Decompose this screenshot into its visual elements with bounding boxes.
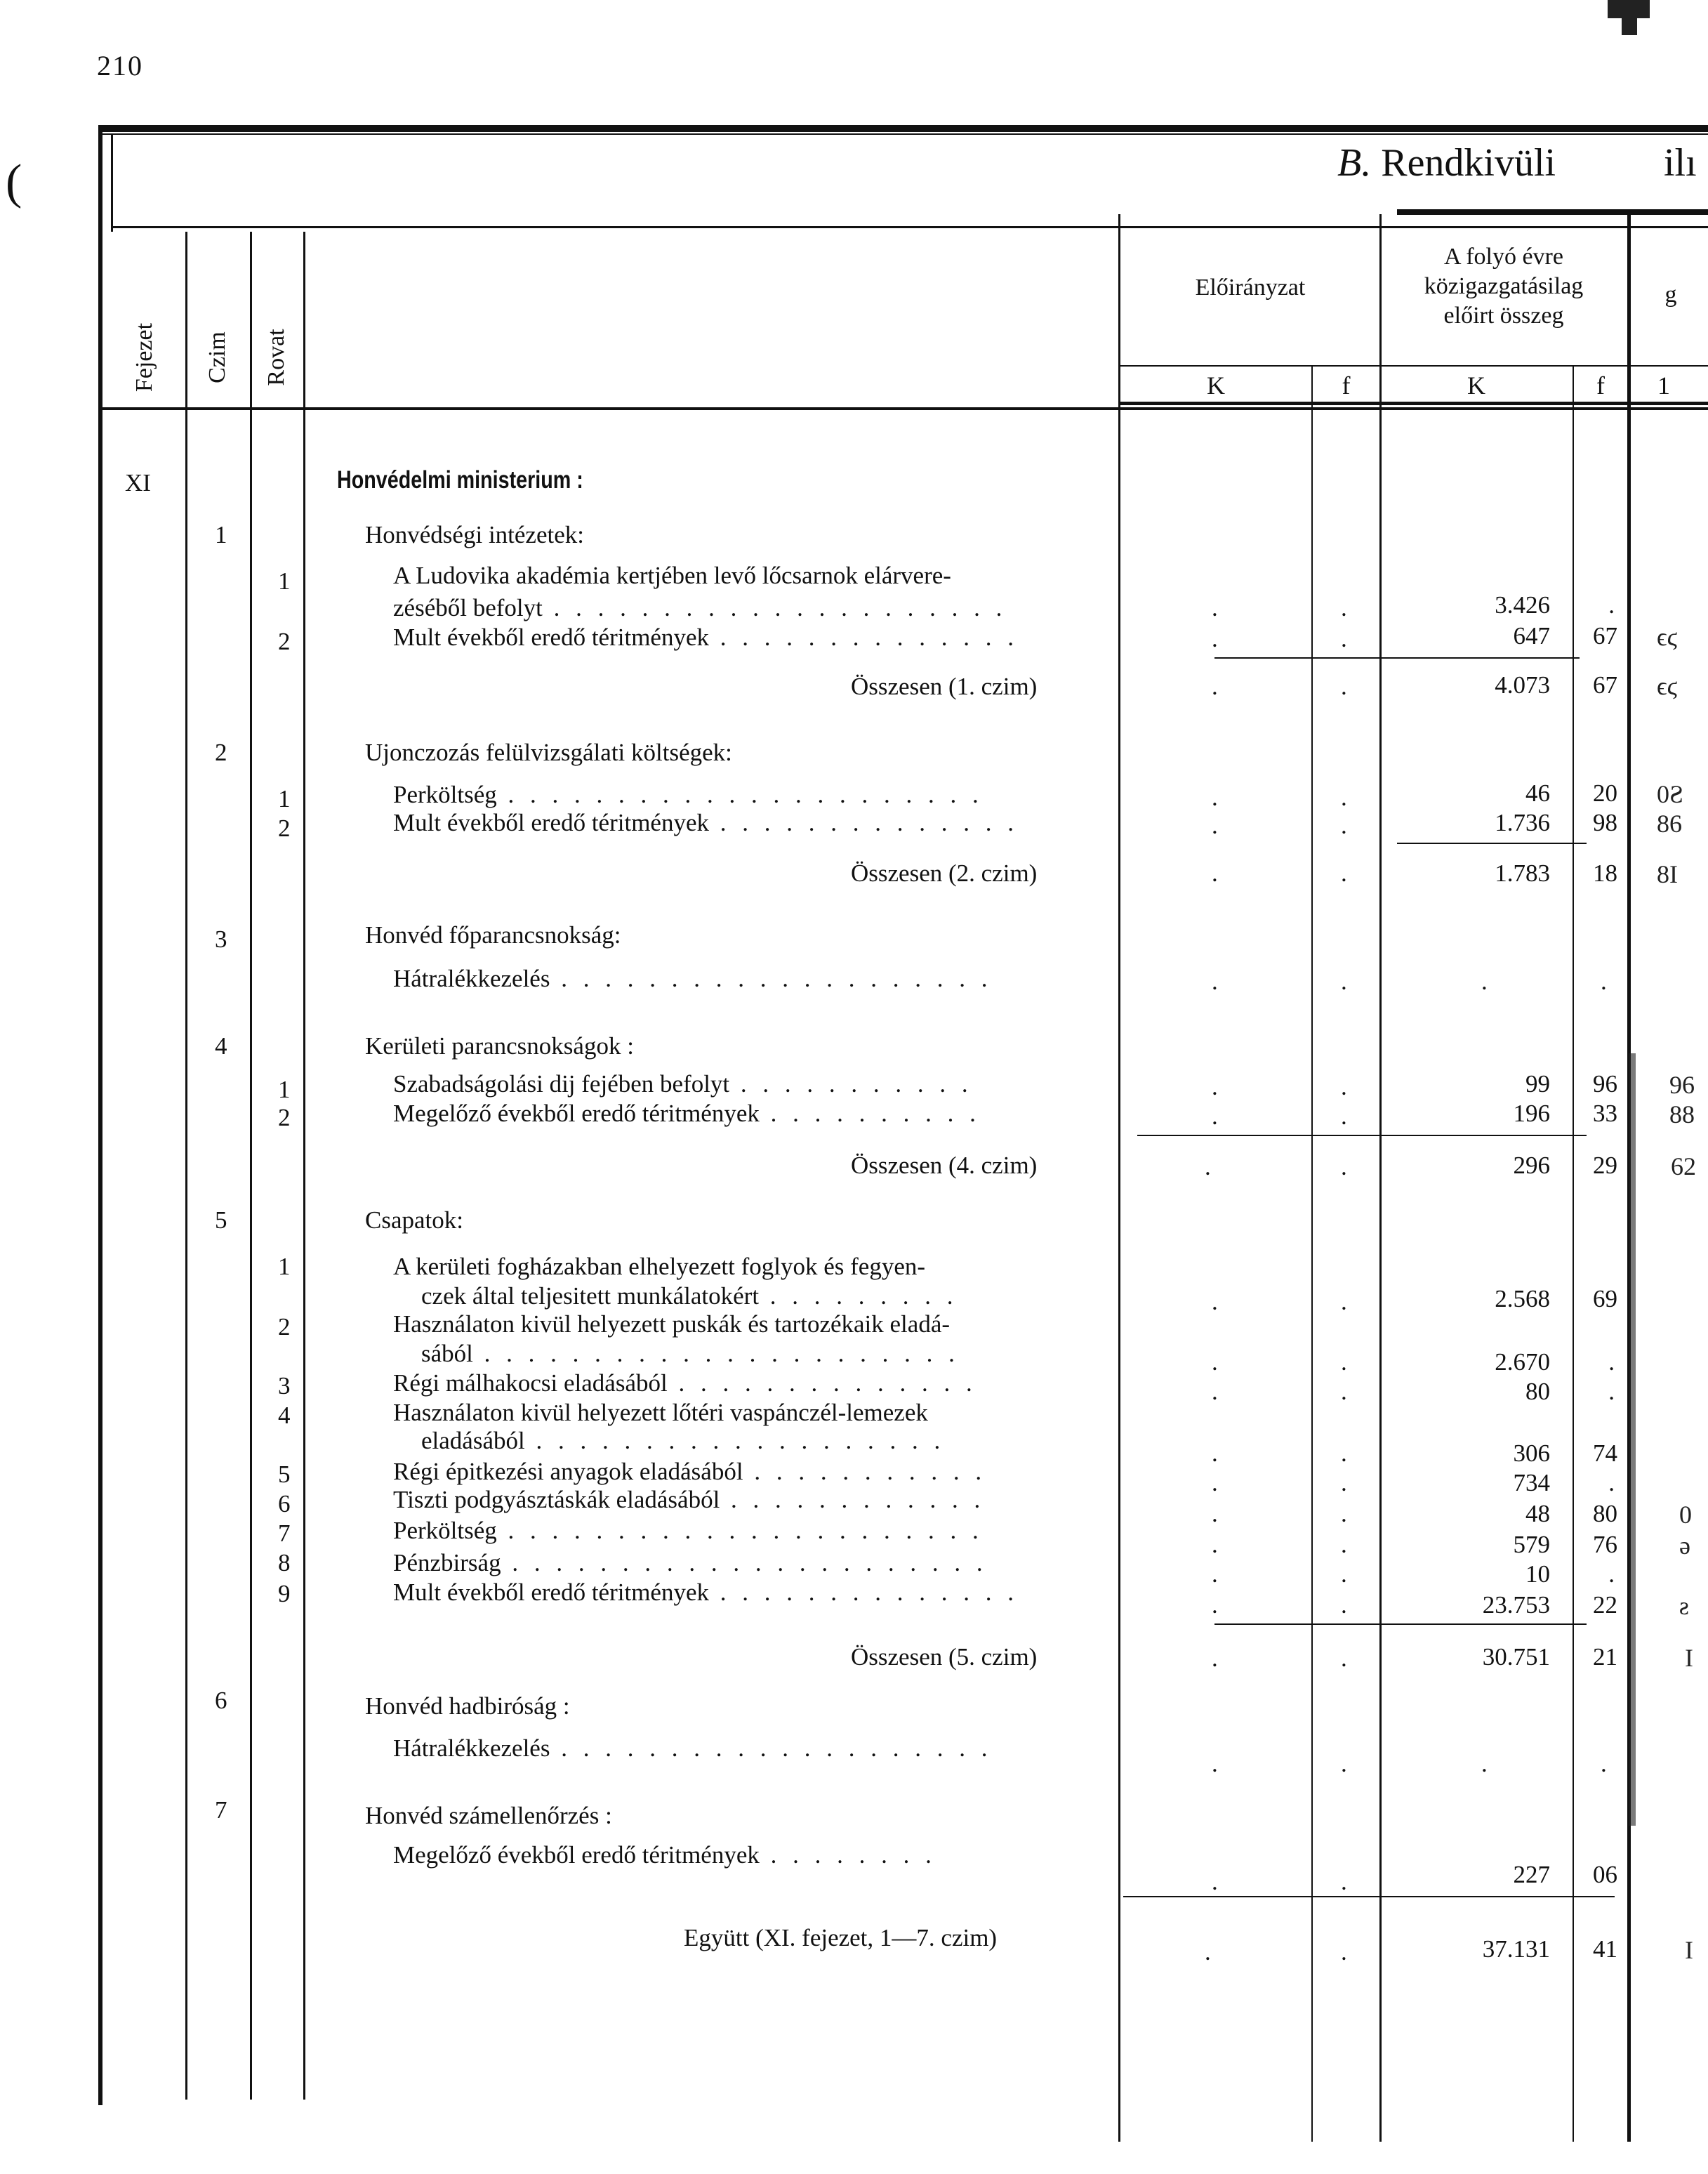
elo-k: .	[1212, 859, 1218, 887]
folyo-f: 06	[1593, 1861, 1617, 1888]
rovat-number: 2	[278, 815, 291, 842]
unit-k: K	[1467, 371, 1485, 400]
item-text: Mult évekből eredő téritmények . . . . . . . . . . . . . .	[393, 809, 1019, 836]
czim-number: 2	[215, 739, 227, 766]
elo-f: .	[1341, 1378, 1347, 1405]
sum-rule	[1214, 1623, 1587, 1625]
elo-k: .	[1212, 1560, 1218, 1588]
sum-rule	[1397, 843, 1587, 844]
elo-f: .	[1341, 859, 1347, 887]
edge-cut: 88	[1669, 1100, 1695, 1128]
czim-title: Kerületi parancsnokságok :	[365, 1032, 634, 1060]
folyo-k: .	[1481, 968, 1488, 995]
elo-k: .	[1212, 1500, 1218, 1527]
elo-k: .	[1205, 1153, 1211, 1180]
folyo-k: 30.751	[1482, 1643, 1550, 1671]
elo-f: .	[1341, 968, 1347, 995]
rovat-number: 6	[278, 1490, 291, 1517]
rovat-number: 1	[278, 1253, 291, 1280]
elo-k: .	[1212, 1440, 1218, 1467]
elo-f: .	[1341, 1153, 1347, 1180]
col-line	[185, 232, 187, 2100]
folyo-f: 98	[1593, 809, 1617, 836]
elo-f: .	[1341, 1348, 1347, 1376]
item-text: Pénzbirság . . . . . . . . . . . . . . . . . . . . . .	[393, 1549, 988, 1576]
folyo-f: 29	[1593, 1152, 1617, 1179]
elo-f: .	[1341, 1469, 1347, 1496]
edge-cut: ϵϛ	[1657, 672, 1678, 700]
folyo-f: 96	[1593, 1070, 1617, 1098]
edge-cut: 8I	[1657, 860, 1678, 888]
scan-shadow	[1629, 1053, 1636, 1826]
unit-rule	[1118, 365, 1708, 367]
item-text: Hátralékkezelés . . . . . . . . . . . . . . . . . . . .	[393, 1734, 993, 1762]
unit-k: K	[1207, 371, 1225, 400]
rovat-number: 9	[278, 1580, 291, 1607]
folyo-k: 37.131	[1482, 1935, 1550, 1963]
folyo-k: 99	[1525, 1070, 1550, 1098]
edge-cut: ə	[1679, 1531, 1690, 1560]
rovat-number: 8	[278, 1549, 291, 1576]
folyo-f: .	[1608, 1469, 1615, 1496]
header-folyo-1: A folyó évre	[1444, 244, 1563, 270]
elo-k: .	[1212, 1469, 1218, 1496]
section-letter: B.	[1337, 141, 1372, 185]
left-border-inner	[111, 133, 113, 232]
folyo-f: 41	[1593, 1935, 1617, 1963]
edge-cut: ϵϛ	[1657, 623, 1678, 651]
czim-number: 7	[215, 1796, 227, 1824]
elo-f: .	[1341, 1440, 1347, 1467]
czim-number: 1	[215, 521, 227, 548]
rovat-number: 3	[278, 1372, 291, 1399]
header-rule	[102, 407, 1708, 410]
elo-f: .	[1341, 1750, 1347, 1777]
item-text: Perköltség . . . . . . . . . . . . . . . . . . . . . .	[393, 1517, 984, 1544]
folyo-f: 21	[1593, 1643, 1617, 1671]
grand-total-label: Együtt (XI. fejezet, 1—7. czim)	[684, 1924, 998, 1951]
fejezet-number: XI	[125, 469, 151, 496]
edge-cut: 0Ƨ	[1657, 780, 1684, 808]
folyo-k: 3.426	[1495, 591, 1550, 619]
folyo-k: 296	[1513, 1152, 1550, 1179]
elo-k: .	[1212, 594, 1218, 621]
elo-k: .	[1212, 968, 1218, 995]
folyo-f: .	[1601, 968, 1607, 995]
czim-title: Csapatok:	[365, 1206, 463, 1234]
left-border	[98, 125, 102, 2105]
item-line1: Használaton kivül helyezett puskák és tartozékaik eladá-	[393, 1310, 951, 1338]
elo-f: .	[1341, 1288, 1347, 1315]
rovat-number: 1	[278, 1076, 291, 1103]
subtotal-label: Összesen (1. czim)	[851, 673, 1038, 700]
folyo-f: 69	[1593, 1285, 1617, 1312]
folyo-f: .	[1608, 1378, 1615, 1405]
folyo-k: 2.568	[1495, 1285, 1550, 1312]
col-line	[1311, 365, 1313, 2142]
edge-cut: I	[1685, 1644, 1693, 1672]
elo-k: .	[1212, 1348, 1218, 1376]
title-rule-heavy	[1397, 209, 1708, 215]
elo-k: .	[1205, 1938, 1211, 1965]
unit-f: f	[1596, 371, 1605, 400]
header-rovat: Rovat	[263, 329, 289, 386]
folyo-f: .	[1601, 1750, 1607, 1777]
elo-k: .	[1212, 812, 1218, 839]
header-czim: Czim	[204, 331, 230, 383]
czim-title: Honvéd számellenőrzés :	[365, 1802, 612, 1829]
folyo-k: 80	[1525, 1378, 1550, 1405]
folyo-k: 4.073	[1495, 671, 1550, 699]
sum-rule	[1123, 1896, 1615, 1897]
rovat-number: 5	[278, 1461, 291, 1488]
elo-k: .	[1212, 1073, 1218, 1100]
elo-f: .	[1341, 812, 1347, 839]
section-title-cut: ilı	[1664, 141, 1697, 185]
folyo-k: 734	[1513, 1469, 1550, 1496]
item-line1: A kerületi fogházakban elhelyezett foglyok és fegyen-	[393, 1253, 926, 1280]
rovat-number: 2	[278, 1104, 291, 1131]
czim-number: 6	[215, 1687, 227, 1714]
folyo-f: 80	[1593, 1500, 1617, 1527]
folyo-f: .	[1608, 591, 1615, 619]
elo-f: .	[1341, 1500, 1347, 1527]
czim-number: 3	[215, 925, 227, 953]
unit-f: f	[1342, 371, 1351, 400]
elo-k: .	[1212, 784, 1218, 811]
czim-number: 5	[215, 1206, 227, 1234]
folyo-f: 67	[1593, 671, 1617, 699]
subtotal-label: Összesen (4. czim)	[851, 1152, 1038, 1179]
elo-f: .	[1341, 1591, 1347, 1619]
elo-k: .	[1212, 1288, 1218, 1315]
elo-f: .	[1341, 1102, 1347, 1130]
czim-title: Ujonczozás felülvizsgálati költségek:	[365, 739, 732, 766]
elo-f: .	[1341, 1073, 1347, 1100]
folyo-k: 48	[1525, 1500, 1550, 1527]
edge-cut: ƨ	[1679, 1592, 1690, 1620]
margin-mark: (	[6, 155, 22, 209]
folyo-k: 10	[1525, 1560, 1550, 1588]
header-folyo-2: közigazgatásilag	[1424, 273, 1584, 299]
header-fejezet: Fejezet	[131, 322, 157, 393]
folyo-f: 74	[1593, 1440, 1617, 1467]
item-line1: Használaton kivül helyezett lőtéri vaspánczél-lemezek	[393, 1399, 928, 1426]
elo-f: .	[1341, 1560, 1347, 1588]
ministry-title: Honvédelmi ministerium :	[337, 466, 583, 494]
header-rule-heavy	[1118, 402, 1708, 405]
edge-cut: I	[1685, 1936, 1693, 1964]
top-rule	[98, 125, 1708, 132]
folyo-k: 46	[1525, 779, 1550, 807]
elo-k: .	[1212, 1102, 1218, 1130]
item-text: Perköltség . . . . . . . . . . . . . . . . . . . . . .	[393, 781, 984, 808]
item-line2: eladásából . . . . . . . . . . . . . . . . . . .	[421, 1427, 946, 1454]
header-eloiranyzat: Előirányzat	[1195, 275, 1306, 301]
elo-k: .	[1212, 1645, 1218, 1672]
item-text: Mult évekből eredő téritmények . . . . . . . . . . . . . .	[393, 1579, 1019, 1606]
folyo-f: 20	[1593, 779, 1617, 807]
item-text: Megelőző évekből eredő téritmények . . . . . . . .	[393, 1841, 936, 1869]
item-line2: zéséből befolyt . . . . . . . . . . . . . . . . . . . . .	[393, 594, 1007, 621]
page-number: 210	[97, 50, 143, 81]
folyo-k: 647	[1513, 622, 1550, 650]
folyo-f: .	[1608, 1560, 1615, 1588]
folyo-k: 227	[1513, 1861, 1550, 1888]
elo-f: .	[1341, 625, 1347, 652]
edge-cut: 96	[1669, 1071, 1695, 1099]
elo-f: .	[1341, 673, 1347, 700]
item-text: Régi épitkezési anyagok eladásából . . . . . . . . . . .	[393, 1458, 987, 1485]
elo-f: .	[1341, 1868, 1347, 1895]
folyo-f: 76	[1593, 1531, 1617, 1558]
top-rule-thin	[98, 133, 1708, 135]
item-text: Tiszti podgyásztáskák eladásából . . . . . . . . . . . .	[393, 1486, 986, 1513]
elo-k: .	[1212, 625, 1218, 652]
rovat-number: 7	[278, 1520, 291, 1547]
col-line	[250, 232, 252, 2100]
folyo-f: .	[1608, 1348, 1615, 1376]
rovat-number: 2	[278, 1313, 291, 1340]
folyo-f: 67	[1593, 622, 1617, 650]
elo-k: .	[1212, 1591, 1218, 1619]
folyo-f: 22	[1593, 1591, 1617, 1619]
elo-f: .	[1341, 784, 1347, 811]
item-line1: A Ludovika akadémia kertjében levő lőcsarnok elárvere-	[393, 562, 951, 589]
elo-k: .	[1212, 1868, 1218, 1895]
czim-title: Honvéd hadbiróság :	[365, 1692, 570, 1720]
elo-f: .	[1341, 1645, 1347, 1672]
section-name: Rendkivüli	[1381, 141, 1556, 185]
elo-f: .	[1341, 594, 1347, 621]
edge-cut: 0	[1679, 1501, 1692, 1529]
folyo-k: 1.736	[1495, 809, 1550, 836]
header-cut: g	[1664, 282, 1677, 308]
item-line2: czek által teljesitett munkálatokért . . . . . . . . .	[421, 1282, 958, 1310]
sum-rule	[1214, 657, 1580, 659]
elo-k: .	[1212, 1750, 1218, 1777]
czim-title: Honvédségi intézetek:	[365, 521, 584, 548]
rovat-number: 1	[278, 785, 291, 812]
folyo-k: 2.670	[1495, 1348, 1550, 1376]
subtotal-label: Összesen (2. czim)	[851, 859, 1038, 887]
elo-f: .	[1341, 1938, 1347, 1965]
header-folyo-3: előirt összeg	[1443, 303, 1564, 329]
rovat-number: 1	[278, 567, 291, 595]
item-text: Régi málhakocsi eladásából . . . . . . . . . . . . . .	[393, 1369, 977, 1397]
elo-k: .	[1212, 1531, 1218, 1558]
col-line	[1379, 214, 1382, 2142]
folyo-f: 18	[1593, 859, 1617, 887]
elo-k: .	[1212, 673, 1218, 700]
elo-k: .	[1212, 1378, 1218, 1405]
folyo-k: 1.783	[1495, 859, 1550, 887]
folyo-k: .	[1481, 1750, 1488, 1777]
col-line	[303, 232, 305, 2100]
elo-f: .	[1341, 1531, 1347, 1558]
item-text: Szabadságolási dij fejében befolyt . . . . . . . . . . .	[393, 1070, 973, 1098]
title-rule	[112, 226, 1708, 228]
section-title	[1337, 140, 1556, 185]
item-text: Megelőző évekből eredő téritmények . . . . . . . . . .	[393, 1100, 981, 1127]
folyo-k: 23.753	[1482, 1591, 1550, 1619]
czim-title: Honvéd főparancsnokság:	[365, 921, 621, 949]
item-line2: sából . . . . . . . . . . . . . . . . . . . . . .	[421, 1340, 960, 1367]
scan-mark	[1622, 14, 1637, 35]
edge-cut: 86	[1657, 810, 1682, 838]
subtotal-label: Összesen (5. czim)	[851, 1643, 1038, 1671]
unit-cut: 1	[1657, 371, 1670, 400]
czim-number: 4	[215, 1032, 227, 1060]
col-line	[1118, 214, 1120, 2142]
sum-rule	[1137, 1135, 1587, 1136]
folyo-f: 33	[1593, 1100, 1617, 1127]
folyo-k: 306	[1513, 1440, 1550, 1467]
edge-cut: 62	[1671, 1152, 1696, 1180]
rovat-number: 4	[278, 1402, 291, 1429]
folyo-k: 196	[1513, 1100, 1550, 1127]
folyo-k: 579	[1513, 1531, 1550, 1558]
rovat-number: 2	[278, 628, 291, 655]
item-text: Hátralékkezelés . . . . . . . . . . . . . . . . . . . .	[393, 965, 993, 992]
item-text: Mult évekből eredő téritmények . . . . . . . . . . . . . .	[393, 624, 1019, 651]
